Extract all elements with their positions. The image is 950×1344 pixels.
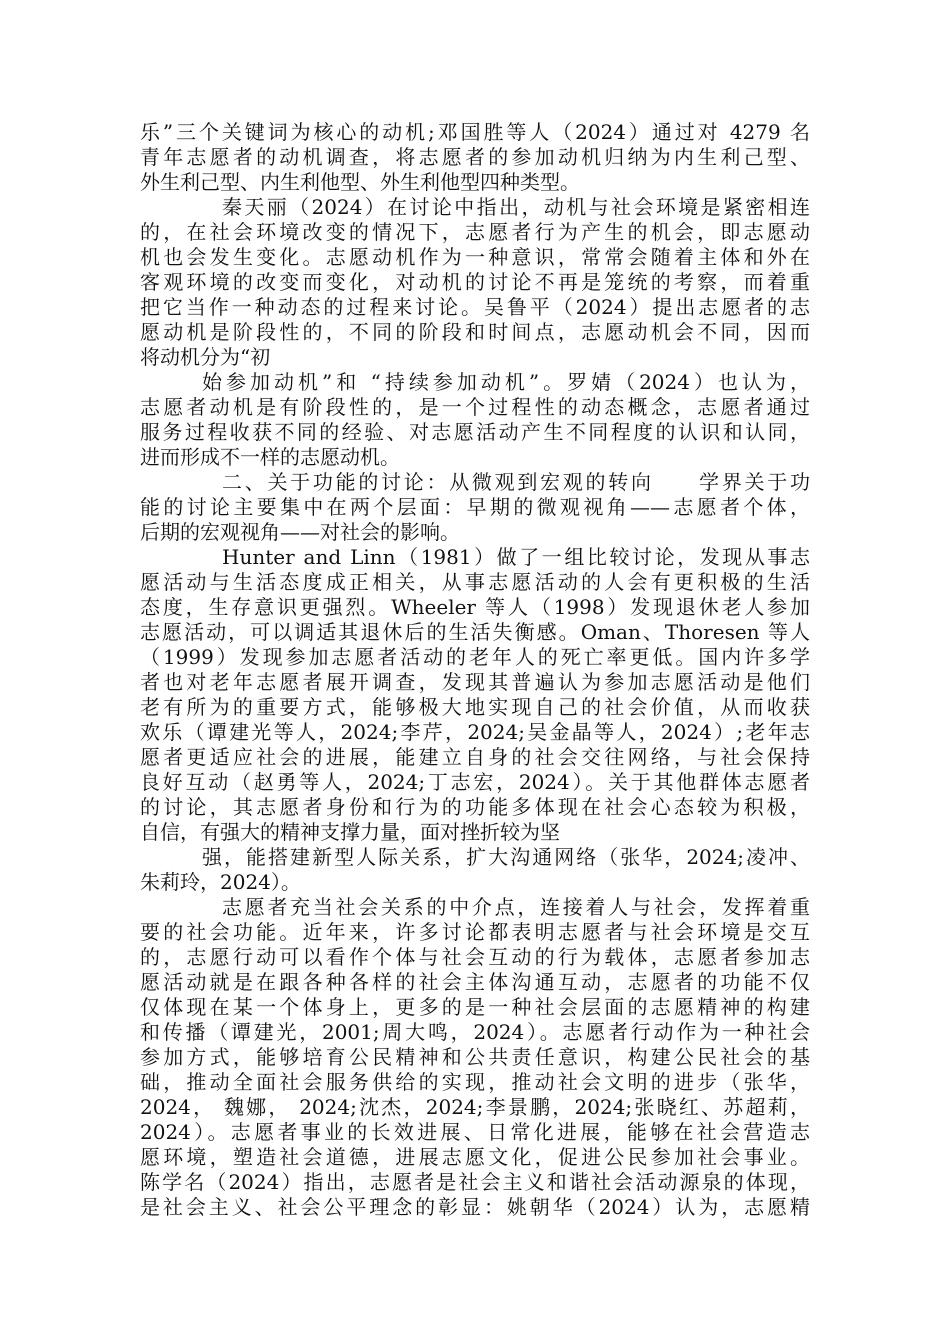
text-line: 老有所为的重要方式，能够极大地实现自己的社会价值，从而收获 xyxy=(140,695,810,719)
text-line: 态度，生存意识更强烈。Wheeler 等人（1998）发现退休老人参加 xyxy=(140,595,810,619)
text-line: 将动机分为“初 xyxy=(140,345,271,369)
body-text xyxy=(140,120,810,1220)
text-line: 志愿活动，可以调适其退休后的生活失衡感。Oman、Thoresen 等人 xyxy=(140,620,810,644)
text-line: 进而形成不一样的志愿动机。 xyxy=(140,445,400,469)
text-line: 2024， 魏娜， 2024;沈杰，2024;李景鹏，2024;张晓红、苏超莉， xyxy=(140,1095,810,1119)
text-line: （1999）发现参加志愿者活动的老年人的死亡率更低。国内许多学 xyxy=(140,645,810,669)
text-line: 乐”三个关键词为核心的动机;邓国胜等人（2024）通过对 4279 名 xyxy=(140,120,810,144)
text-line: 朱莉玲，2024）。 xyxy=(140,870,301,894)
text-line: 机也会发生变化。志愿动机作为一种意识，常常会随着主体和外在 xyxy=(140,245,810,269)
text-line: 自信，有强大的精神支撑力量，面对挫折较为坚 xyxy=(140,820,560,844)
text-line: 始参加动机”和 “持续参加动机”。罗婧（2024）也认为， xyxy=(202,370,810,394)
text-line: 外生利己型、内生利他型、外生利他型四种类型。 xyxy=(140,170,580,194)
text-line: 要的社会功能。近年来，许多讨论都表明志愿者与社会环境是交互 xyxy=(140,920,810,944)
text-line: 和传播（谭建光，2001;周大鸣，2024）。志愿者行动作为一种社会 xyxy=(140,1020,810,1044)
text-line: 愿环境，塑造社会道德，进展志愿文化，促进公民参加社会事业。 xyxy=(140,1145,810,1169)
text-line: 的讨论，其志愿者身份和行为的功能多体现在社会心态较为积极， xyxy=(140,795,810,819)
text-line: 愿者更适应社会的进展，能建立自身的社会交往网络，与社会保持 xyxy=(140,745,810,769)
text-line: 二、关于功能的讨论：从微观到宏观的转向 学界关于功 xyxy=(222,470,810,494)
text-line: 者也对老年志愿者展开调查，发现其普遍认为参加志愿活动是他们 xyxy=(140,670,810,694)
text-line: 愿动机是阶段性的，不同的阶段和时间点，志愿动机会不同，因而 xyxy=(140,320,810,344)
text-line: 是社会主义、社会公平理念的彰显：姚朝华（2024）认为，志愿精 xyxy=(140,1195,810,1219)
text-line: 的，在社会环境改变的情况下，志愿者行为产生的机会，即志愿动 xyxy=(140,220,810,244)
text-line: 良好互动（赵勇等人，2024;丁志宏，2024）。关于其他群体志愿者 xyxy=(140,770,810,794)
text-line: Hunter and Linn（1981）做了一组比较讨论，发现从事志 xyxy=(222,545,810,569)
text-line: 志愿者充当社会关系的中介点，连接着人与社会，发挥着重 xyxy=(222,895,810,919)
text-line: 把它当作一种动态的过程来讨论。吴鲁平（2024）提出志愿者的志 xyxy=(140,295,810,319)
text-line: 础，推动全面社会服务供给的实现，推动社会文明的进步（张华， xyxy=(140,1070,810,1094)
text-line: 仅体现在某一个体身上，更多的是一种社会层面的志愿精神的构建 xyxy=(140,995,810,1019)
text-line: 欢乐（谭建光等人，2024;李芹，2024;吴金晶等人，2024）;老年志 xyxy=(140,720,810,744)
text-line: 愿活动就是在跟各种各样的社会主体沟通互动，志愿者的功能不仅 xyxy=(140,970,810,994)
text-line: 能的讨论主要集中在两个层面：早期的微观视角——志愿者个体， xyxy=(140,495,810,519)
text-line: 客观环境的改变而变化，对动机的讨论不再是笼统的考察，而着重 xyxy=(140,270,810,294)
text-line: 后期的宏观视角——对社会的影响。 xyxy=(140,520,460,544)
text-line: 青年志愿者的动机调查，将志愿者的参加动机归纳为内生利己型、 xyxy=(140,145,810,169)
text-line: 服务过程收获不同的经验、对志愿活动产生不同程度的认识和认同， xyxy=(140,420,810,444)
text-line: 愿活动与生活态度成正相关，从事志愿活动的人会有更积极的生活 xyxy=(140,570,810,594)
text-line: 秦天丽（2024）在讨论中指出，动机与社会环境是紧密相连 xyxy=(222,195,810,219)
text-line: 的，志愿行动可以看作个体与社会互动的行为载体，志愿者参加志 xyxy=(140,945,810,969)
text-line: 参加方式，能够培育公民精神和公共责任意识，构建公民社会的基 xyxy=(140,1045,810,1069)
text-line: 2024）。志愿者事业的长效进展、日常化进展，能够在社会营造志 xyxy=(140,1120,810,1144)
text-line: 强，能搭建新型人际关系，扩大沟通网络（张华，2024;凌冲、 xyxy=(202,845,810,869)
text-line: 陈学名（2024）指出，志愿者是社会主义和谐社会活动源泉的体现， xyxy=(140,1170,810,1194)
text-line: 志愿者动机是有阶段性的，是一个过程性的动态概念，志愿者通过 xyxy=(140,395,810,419)
